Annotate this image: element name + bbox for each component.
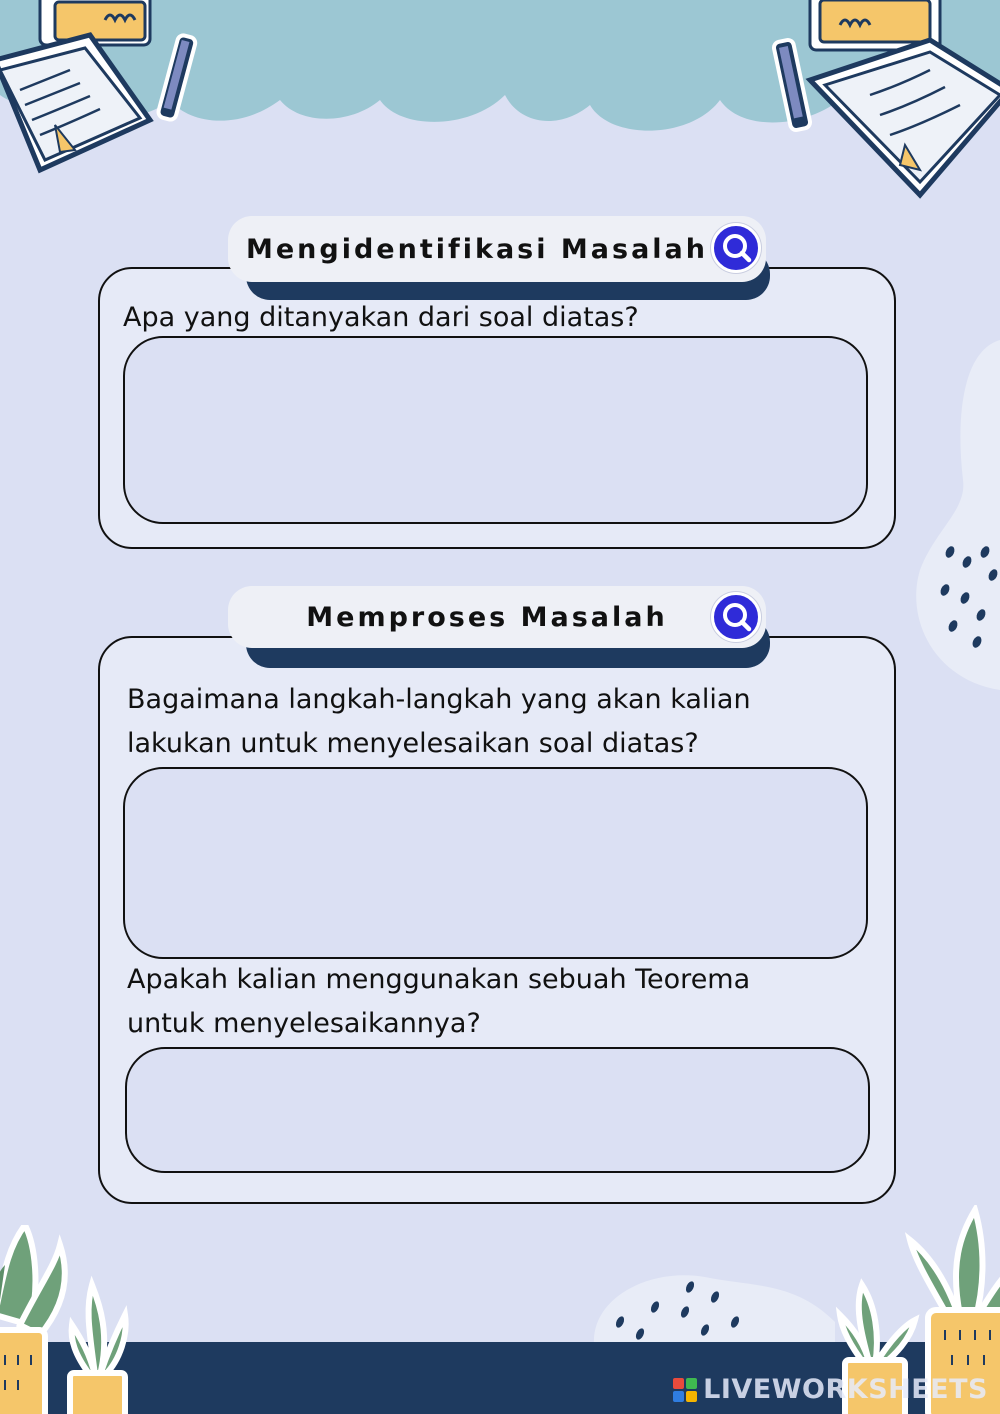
answer-box-question-asked[interactable] (123, 336, 868, 524)
search-icon (711, 592, 761, 642)
identify-problem-title-text: Mengidentifikasi Masalah (246, 233, 708, 265)
liveworksheets-watermark (673, 1374, 988, 1405)
question-steps (127, 678, 751, 766)
question-theorem-line1: Apakah kalian menggunakan sebuah Teorema (127, 964, 751, 995)
question-steps-line1: Bagaimana langkah-langkah yang akan kalian (127, 684, 751, 715)
liveworksheets-logo-icon (673, 1378, 697, 1402)
process-problem-title (228, 586, 766, 648)
blob-decoration-bottom (585, 1262, 835, 1352)
answer-box-theorem[interactable] (125, 1047, 870, 1173)
plant-illustration-bottom-left (0, 1225, 160, 1414)
question-steps-line2: lakukan untuk menyelesaikan soal diatas? (127, 728, 699, 759)
question-asked: Apa yang ditanyakan dari soal diatas? (123, 302, 639, 333)
question-theorem (127, 958, 750, 1046)
watermark-text: LIVEWORKSHEETS (703, 1374, 988, 1405)
question-theorem-line2: untuk menyelesaikannya? (127, 1008, 481, 1039)
identify-problem-title (228, 216, 766, 282)
books-illustration-top-left (0, 0, 200, 185)
books-illustration-top-right (770, 0, 1000, 200)
answer-box-steps[interactable] (123, 767, 868, 959)
search-icon (711, 223, 761, 273)
process-problem-title-text: Memproses Masalah (306, 601, 668, 633)
blob-decoration-right (905, 330, 1000, 700)
